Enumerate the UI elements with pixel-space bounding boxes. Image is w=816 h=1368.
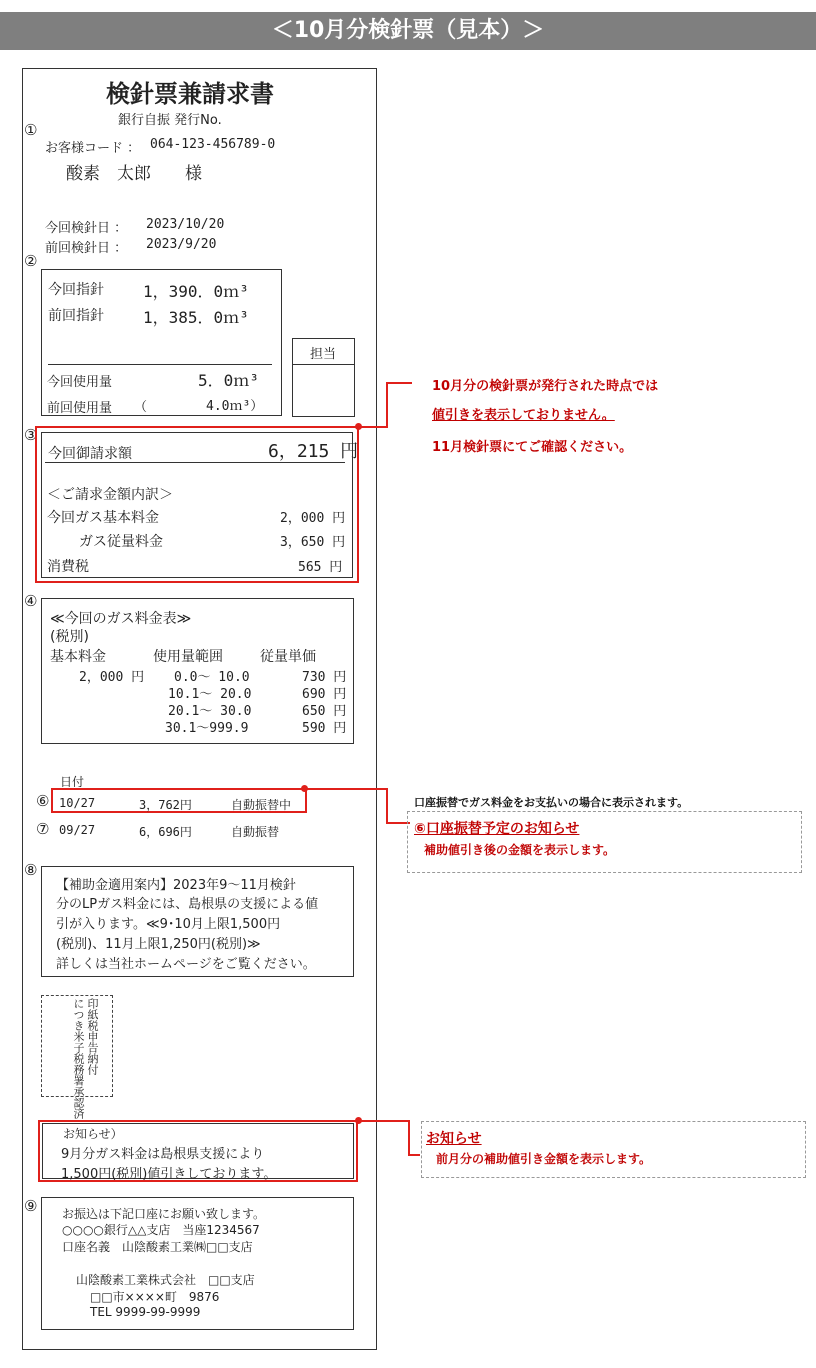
- transfer-note: 口座振替でガス料金をお支払いの場合に表示されます。: [414, 796, 689, 809]
- rate-row-range: 10.1～ 20.0: [168, 687, 252, 702]
- current-date: 2023/10/20: [146, 217, 225, 232]
- billing-connector-line: [358, 426, 388, 428]
- rate-table-tax-note: (税別): [50, 629, 89, 645]
- billing-note-line: 11月検針票にてご確認ください。: [432, 440, 633, 455]
- transfer-date: 10/27: [59, 796, 96, 810]
- subsidy-line: (税別)、11月上限1,250円(税別)≫: [56, 937, 261, 952]
- meter-divider: [48, 364, 272, 365]
- notice-connector-line: [408, 1154, 420, 1156]
- previous-date: 2023/9/20: [146, 237, 217, 252]
- notice-annotation-title: お知らせ: [426, 1131, 482, 1147]
- meter-previous-label: 前回指針: [48, 308, 104, 324]
- page-banner: ＜10月分検針票（見本）＞: [0, 12, 816, 50]
- transfer-amount: 6，696円: [139, 825, 192, 839]
- rate-row-price: 730 円: [302, 670, 347, 685]
- rate-header-range: 使用量範囲: [153, 649, 223, 665]
- notice-line: 1,500円(税別)値引きしております。: [61, 1167, 277, 1182]
- breakdown-item-label: 今回ガス基本料金: [47, 510, 159, 526]
- marker-6: ⑥: [36, 792, 50, 810]
- billing-total-label: 今回御請求額: [48, 446, 132, 462]
- rate-row-price: 690 円: [302, 687, 347, 702]
- marker-2: ②: [24, 252, 38, 270]
- rate-row-price: 650 円: [302, 704, 347, 719]
- usage-value: 5．0ｍ³: [198, 371, 259, 390]
- prev-usage-value: 4.0ｍ³）: [206, 399, 264, 414]
- company-line: 山陰酸素工業株式会社 □□支店: [76, 1273, 255, 1287]
- transfer-date-header: 日付: [60, 775, 85, 789]
- company-line: □□市××××町 9876: [90, 1290, 220, 1304]
- transfer-amount: 3，762円: [139, 798, 192, 812]
- billing-total-value: 6，215 円: [268, 441, 359, 462]
- meter-previous-value: 1，385．0ｍ³: [143, 308, 249, 327]
- rate-header-base: 基本料金: [50, 649, 106, 665]
- payment-line: 口座名義 山陰酸素工業㈱□□支店: [62, 1240, 253, 1254]
- marker-8: ⑧: [24, 861, 38, 879]
- notice-title: お知らせ）: [63, 1127, 123, 1141]
- prev-usage-paren: （: [134, 400, 148, 415]
- stamp-text: 印紙税申告納付: [86, 998, 99, 1075]
- billing-connector-line: [386, 382, 412, 384]
- marker-4: ④: [24, 592, 38, 610]
- breakdown-item-value: 2，000 円: [280, 511, 346, 526]
- billing-note-line: 値引きを表示しておりません。: [432, 408, 615, 423]
- subsidy-line: 詳しくは当社ホームページをご覧ください。: [56, 957, 316, 972]
- meter-current-value: 1，390．0ｍ³: [143, 282, 249, 301]
- payment-line: ○○○○銀行△△支店 当座1234567: [62, 1223, 260, 1237]
- breakdown-item-label: 消費税: [47, 559, 89, 575]
- previous-date-label: 前回検針日 ：: [45, 241, 128, 256]
- tanto-label: 担当: [310, 347, 337, 362]
- notice-connector-line: [358, 1120, 410, 1122]
- slip-title: 検針票兼請求書: [106, 79, 274, 108]
- transfer-connector-line: [304, 788, 388, 790]
- prev-usage-label: 前回使用量: [47, 401, 113, 416]
- rate-table-title: ≪今回のガス料金表≫: [50, 611, 192, 627]
- tanto-divider: [292, 364, 355, 365]
- rate-row-range: 20.1～ 30.0: [168, 704, 252, 719]
- breakdown-title: ＜ご請求金額内訳＞: [47, 487, 173, 503]
- subsidy-line: 【補助金適用案内】2023年9～11月検針: [56, 878, 296, 893]
- meter-current-label: 今回指針: [48, 282, 104, 298]
- stamp-text: につき米子税務署承認済: [72, 998, 85, 1119]
- billing-connector-line: [386, 382, 388, 428]
- transfer-connector-line: [386, 788, 388, 824]
- transfer-status: 自動振替: [231, 825, 280, 839]
- marker-9: ⑨: [24, 1197, 38, 1215]
- rate-row-price: 590 円: [302, 721, 347, 736]
- notice-annotation-text: 前月分の補助値引き金額を表示します。: [436, 1152, 652, 1166]
- breakdown-item-value: 565 円: [298, 560, 343, 575]
- transfer-annotation-title: ⑥口座振替予定のお知らせ: [414, 821, 580, 837]
- notice-connector-line: [408, 1120, 410, 1156]
- billing-divider: [45, 462, 345, 463]
- breakdown-item-value: 3，650 円: [280, 535, 346, 550]
- marker-1: ①: [24, 121, 38, 139]
- payment-line: お振込は下記口座にお願い致します。: [62, 1207, 266, 1221]
- subsidy-line: 分のLPガス料金には、島根県の支援による値: [56, 897, 319, 912]
- company-line: TEL 9999-99-9999: [90, 1305, 201, 1319]
- revenue-stamp-box: [41, 995, 113, 1119]
- breakdown-item-label: ガス従量料金: [79, 534, 163, 550]
- marker-7: ⑦: [36, 820, 50, 838]
- transfer-date: 09/27: [59, 823, 96, 837]
- rate-row-range: 0.0～ 10.0: [174, 670, 250, 685]
- customer-code: 064-123-456789-0: [150, 137, 276, 152]
- billing-note-line: 10月分の検針票が発行された時点では: [432, 379, 659, 394]
- bank-info: 銀行自振 発行No.: [118, 113, 222, 128]
- notice-line: 9月分ガス料金は島根県支援により: [61, 1147, 265, 1162]
- transfer-status: 自動振替中: [231, 798, 292, 812]
- marker-3: ③: [24, 426, 38, 444]
- rate-row-range: 30.1～999.9: [165, 721, 249, 736]
- customer-code-label: お客様コード ：: [45, 141, 141, 156]
- subsidy-line: 引が入ります。≪9･10月上限1,500円: [56, 917, 281, 932]
- transfer-annotation-text: 補助値引き後の金額を表示します。: [424, 843, 616, 857]
- current-date-label: 今回検針日 ：: [45, 221, 128, 236]
- customer-name: 酸素 太郎 様: [66, 164, 202, 184]
- rate-header-price: 従量単価: [260, 649, 316, 665]
- usage-label: 今回使用量: [47, 375, 113, 390]
- rate-base-fee: 2，000 円: [79, 670, 145, 685]
